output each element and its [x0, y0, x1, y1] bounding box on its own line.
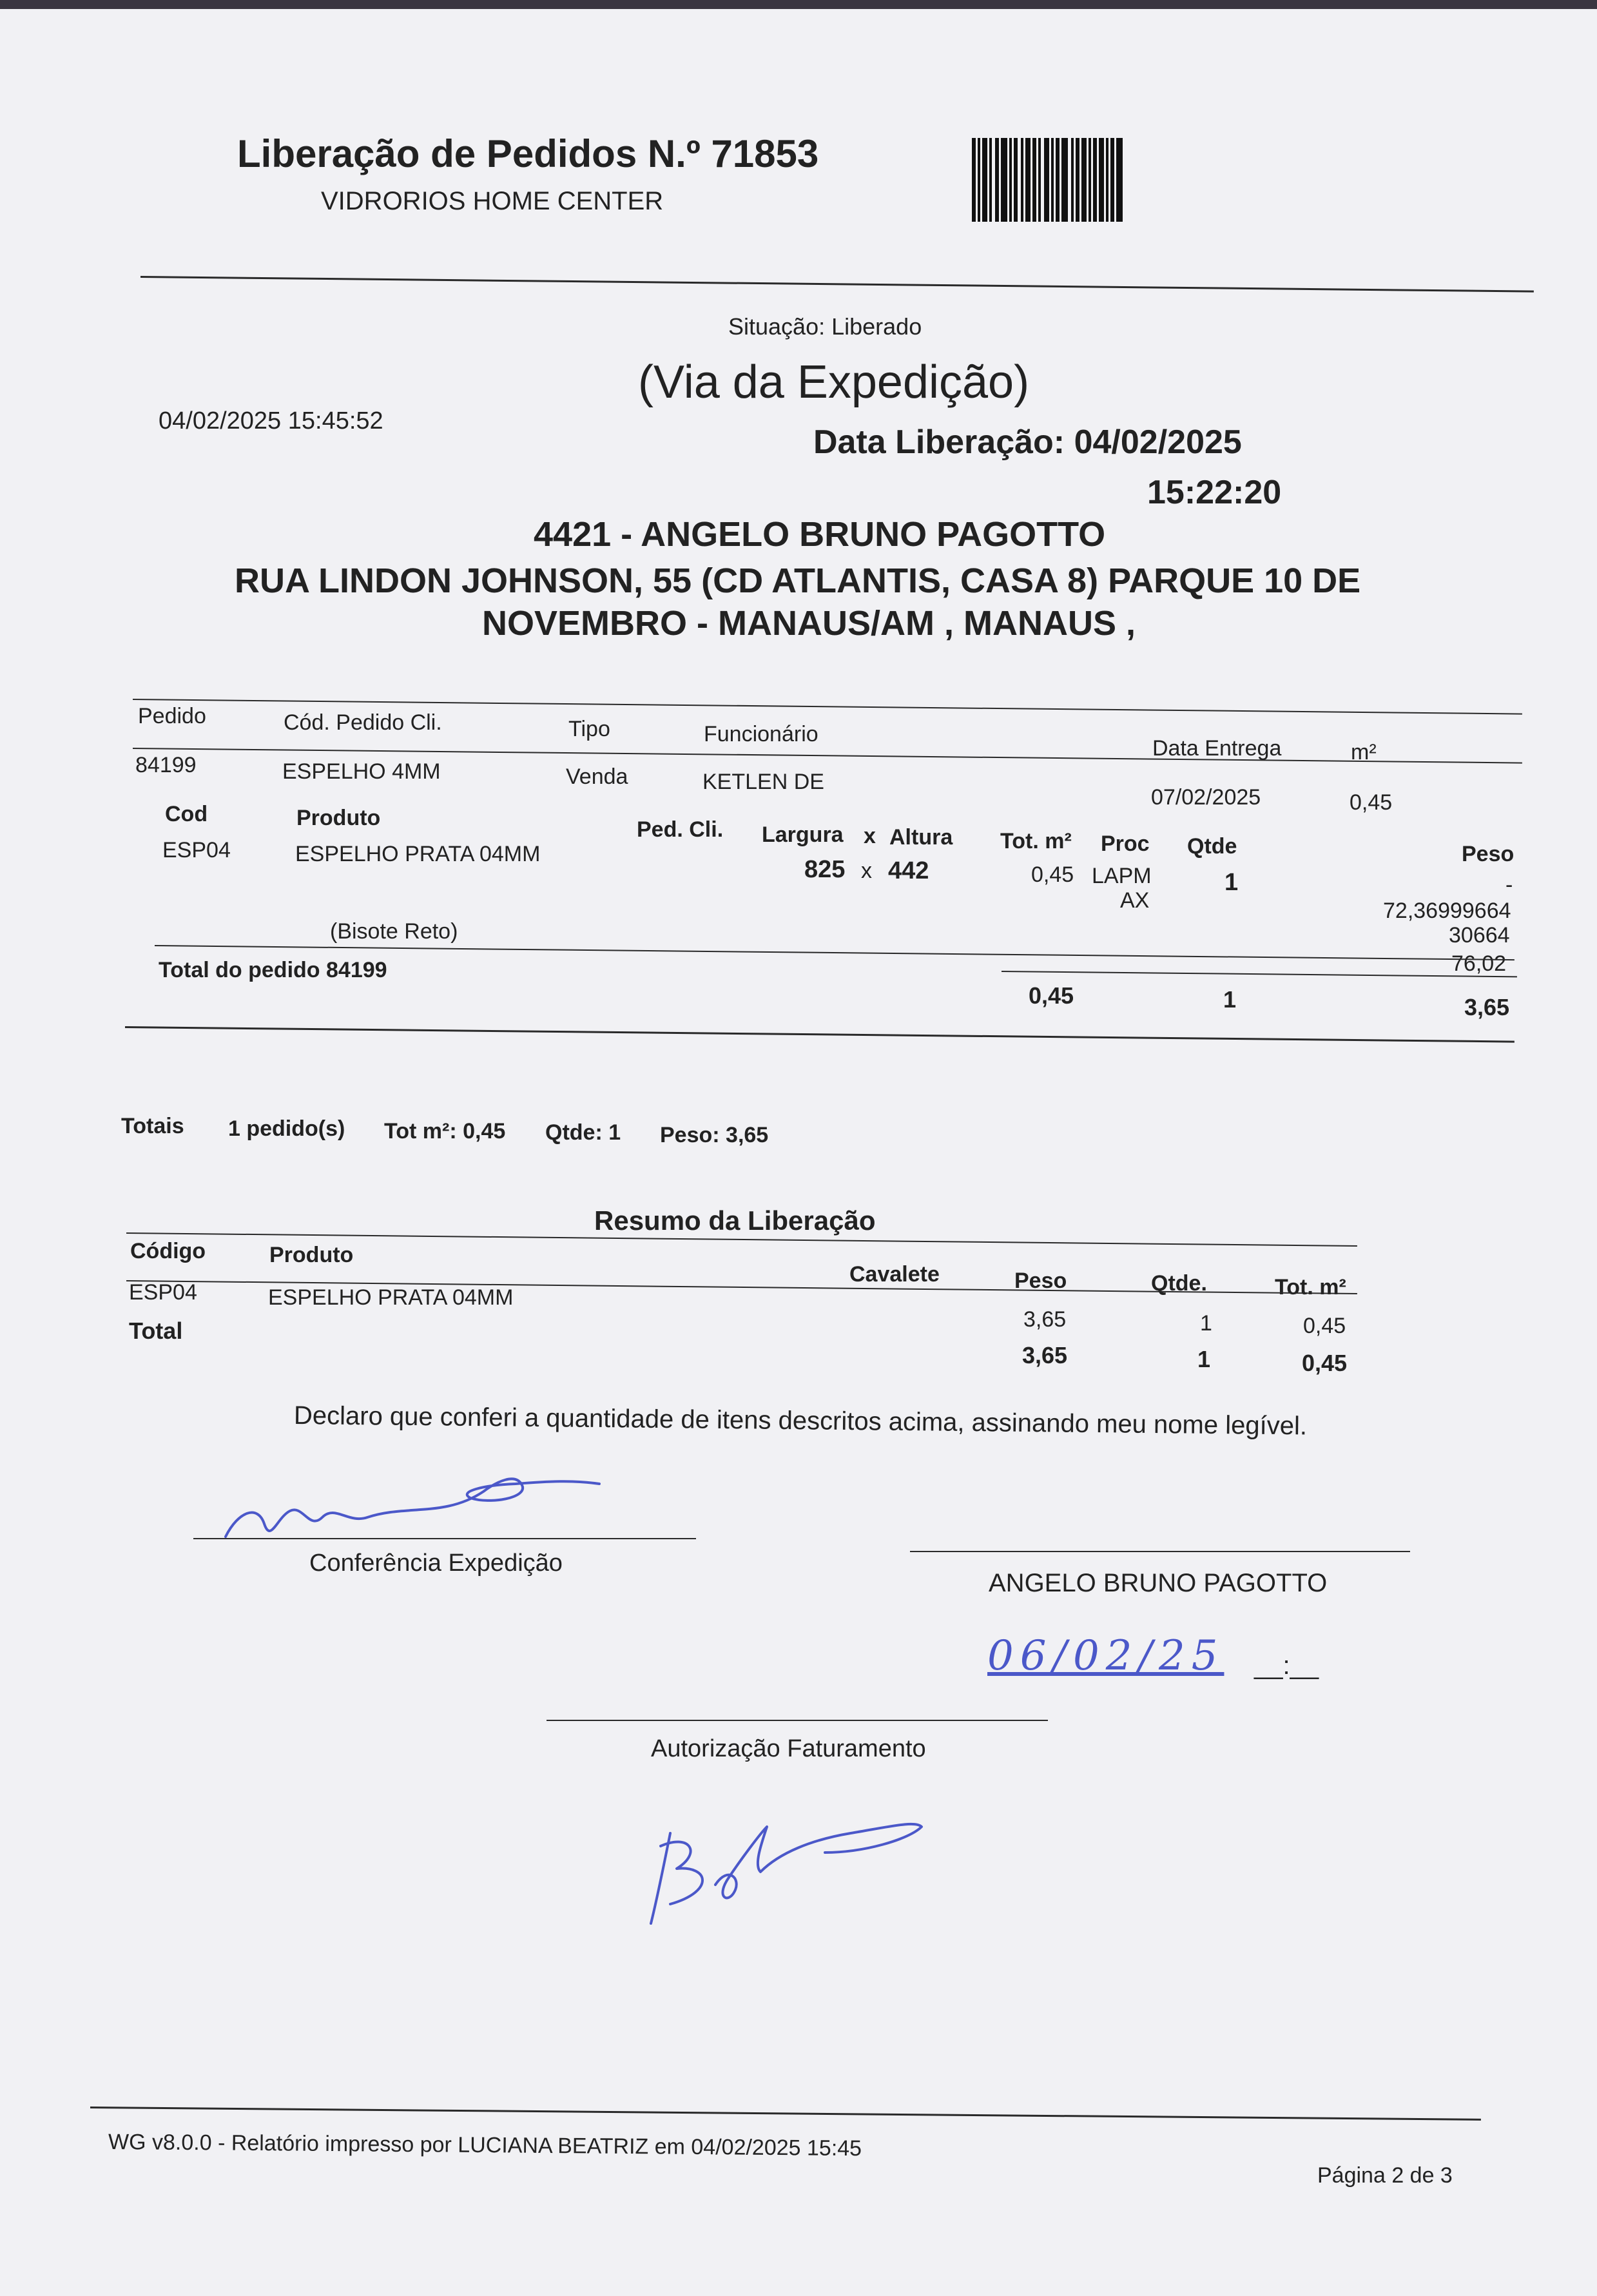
footer-page-number: Página 2 de 3	[1317, 2163, 1453, 2188]
item-header-produto: Produto	[296, 806, 381, 830]
customer-signature-line	[910, 1551, 1410, 1552]
summary-total-qtde: 1	[1197, 1346, 1211, 1372]
barcode-bar	[1001, 138, 1007, 222]
autorizacao-label: Autorização Faturamento	[651, 1735, 926, 1762]
summary-produto: ESPELHO PRATA 04MM	[268, 1285, 514, 1310]
autorizacao-signature	[632, 1807, 928, 1936]
conferencia-signature-line	[193, 1538, 696, 1539]
order-pedido: 84199	[135, 753, 197, 777]
summary-header-tot-m2: Tot. m²	[1275, 1275, 1346, 1299]
conferencia-label: Conferência Expedição	[309, 1550, 563, 1577]
order-funcionario: KETLEN DE	[702, 770, 824, 794]
summary-codigo: ESP04	[129, 1280, 197, 1305]
barcode-bar	[982, 138, 987, 222]
summary-peso: 3,65	[1023, 1307, 1067, 1332]
customer-signature-name: ANGELO BRUNO PAGOTTO	[989, 1569, 1328, 1597]
item-peso-line4: 76,02	[1451, 951, 1507, 976]
summary-qtde: 1	[1200, 1311, 1212, 1336]
item-header-x: x	[864, 824, 876, 848]
item-cod: ESP04	[162, 838, 231, 862]
footer-rule	[90, 2106, 1481, 2121]
item-produto: ESPELHO PRATA 04MM	[295, 842, 541, 866]
header-divider	[140, 276, 1534, 293]
via-label: (Via da Expedição)	[638, 356, 1030, 408]
release-date: Data Liberação: 04/02/2025	[813, 423, 1242, 461]
customer-address-line1: RUA LINDON JOHNSON, 55 (CD ATLANTIS, CASA 8) PARQUE 10 DE	[235, 561, 1361, 600]
summary-total-peso: 3,65	[1022, 1342, 1068, 1368]
item-x: x	[861, 859, 872, 883]
item-altura: 442	[888, 857, 929, 884]
order-total-qtde: 1	[1223, 986, 1237, 1013]
totals-pedidos: 1 pedido(s)	[228, 1116, 345, 1141]
document-page	[0, 9, 1597, 2296]
footer-printed-by: WG v8.0.0 - Relatório impresso por LUCIANA BEATRIZ em 04/02/2025 15:45	[108, 2130, 862, 2161]
barcode-bar	[1123, 138, 1125, 222]
barcode-bar	[1044, 138, 1049, 222]
order-total-mid-rule	[1002, 971, 1517, 977]
totals-peso: Peso: 3,65	[660, 1123, 769, 1147]
item-proc-line1: LAPM	[1092, 864, 1152, 888]
autorizacao-signature-line	[547, 1720, 1048, 1721]
handwritten-date: 06/02/25	[987, 1632, 1224, 1680]
barcode-bar	[1025, 138, 1031, 222]
customer-name: 4421 - ANGELO BRUNO PAGOTTO	[534, 515, 1106, 554]
declaration-text: Declaro que conferi a quantidade de itens descritos acima, assinando meu nome legível.	[293, 1401, 1308, 1441]
totals-tot-m2: Tot m²: 0,45	[384, 1119, 506, 1143]
order-total-peso: 3,65	[1464, 994, 1510, 1020]
item-proc-line2: AX	[1120, 888, 1150, 913]
release-time: 15:22:20	[1147, 474, 1282, 511]
document-title: Liberação de Pedidos N.º 71853	[237, 132, 819, 175]
order-m2: 0,45	[1350, 790, 1393, 815]
item-header-qtde: Qtde	[1187, 834, 1237, 859]
order-table-bottom-rule	[125, 1026, 1515, 1043]
summary-title: Resumo da Liberação	[594, 1205, 876, 1236]
item-note: (Bisote Reto)	[330, 919, 458, 944]
conferencia-signature	[213, 1466, 612, 1556]
status-label: Situação: Liberado	[728, 313, 922, 340]
item-peso-line3: 30664	[1449, 923, 1510, 948]
order-total-label: Total do pedido 84199	[159, 958, 387, 982]
summary-header-cavalete: Cavalete	[849, 1262, 940, 1287]
item-peso-line2: 72,36999664	[1383, 899, 1511, 923]
item-qtde: 1	[1224, 869, 1239, 896]
summary-header-produto: Produto	[269, 1243, 354, 1267]
barcode	[972, 138, 1217, 222]
order-tipo: Venda	[566, 764, 628, 789]
col-header-tipo: Tipo	[568, 717, 610, 741]
summary-total-m2: 0,45	[1302, 1350, 1348, 1376]
summary-header-peso: Peso	[1014, 1269, 1067, 1293]
time-blank: __:__	[1254, 1651, 1319, 1680]
summary-header-qtde: Qtde.	[1151, 1271, 1207, 1296]
col-header-funcionario: Funcionário	[704, 722, 818, 746]
summary-tot-m2: 0,45	[1303, 1314, 1346, 1338]
totals-label: Totais	[121, 1114, 184, 1138]
item-header-ped-cli: Ped. Cli.	[637, 817, 724, 842]
col-header-cod-pedido-cli: Cód. Pedido Cli.	[284, 710, 442, 735]
item-header-proc: Proc	[1101, 832, 1150, 856]
barcode-bar	[1099, 138, 1104, 222]
item-largura: 825	[804, 856, 846, 883]
item-tot-m2: 0,45	[1031, 862, 1074, 887]
item-header-cod: Cod	[165, 802, 208, 826]
company-name: VIDRORIOS HOME CENTER	[321, 187, 664, 215]
col-header-m2: m²	[1351, 740, 1377, 764]
print-datetime: 04/02/2025 15:45:52	[159, 407, 383, 434]
item-header-largura: Largura	[762, 822, 844, 847]
scan-top-edge	[0, 0, 1597, 9]
item-header-peso: Peso	[1462, 842, 1515, 866]
totals-qtde: Qtde: 1	[545, 1120, 621, 1145]
barcode-bar	[1061, 138, 1068, 222]
item-peso-line1: -	[1505, 873, 1513, 897]
col-header-pedido: Pedido	[138, 704, 206, 728]
summary-header-codigo: Código	[130, 1239, 206, 1263]
order-cod-pedido-cli: ESPELHO 4MM	[282, 759, 441, 784]
order-data-entrega: 07/02/2025	[1151, 785, 1261, 810]
barcode-bar	[1081, 138, 1087, 222]
order-total-m2: 0,45	[1029, 982, 1074, 1009]
summary-total-label: Total	[129, 1318, 183, 1344]
item-header-altura: Altura	[889, 825, 953, 850]
customer-address-line2: NOVEMBRO - MANAUS/AM , MANAUS ,	[482, 604, 1136, 643]
col-header-data-entrega: Data Entrega	[1152, 736, 1282, 761]
barcode-bar	[1116, 138, 1123, 222]
item-header-tot-m2: Tot. m²	[1000, 829, 1072, 853]
